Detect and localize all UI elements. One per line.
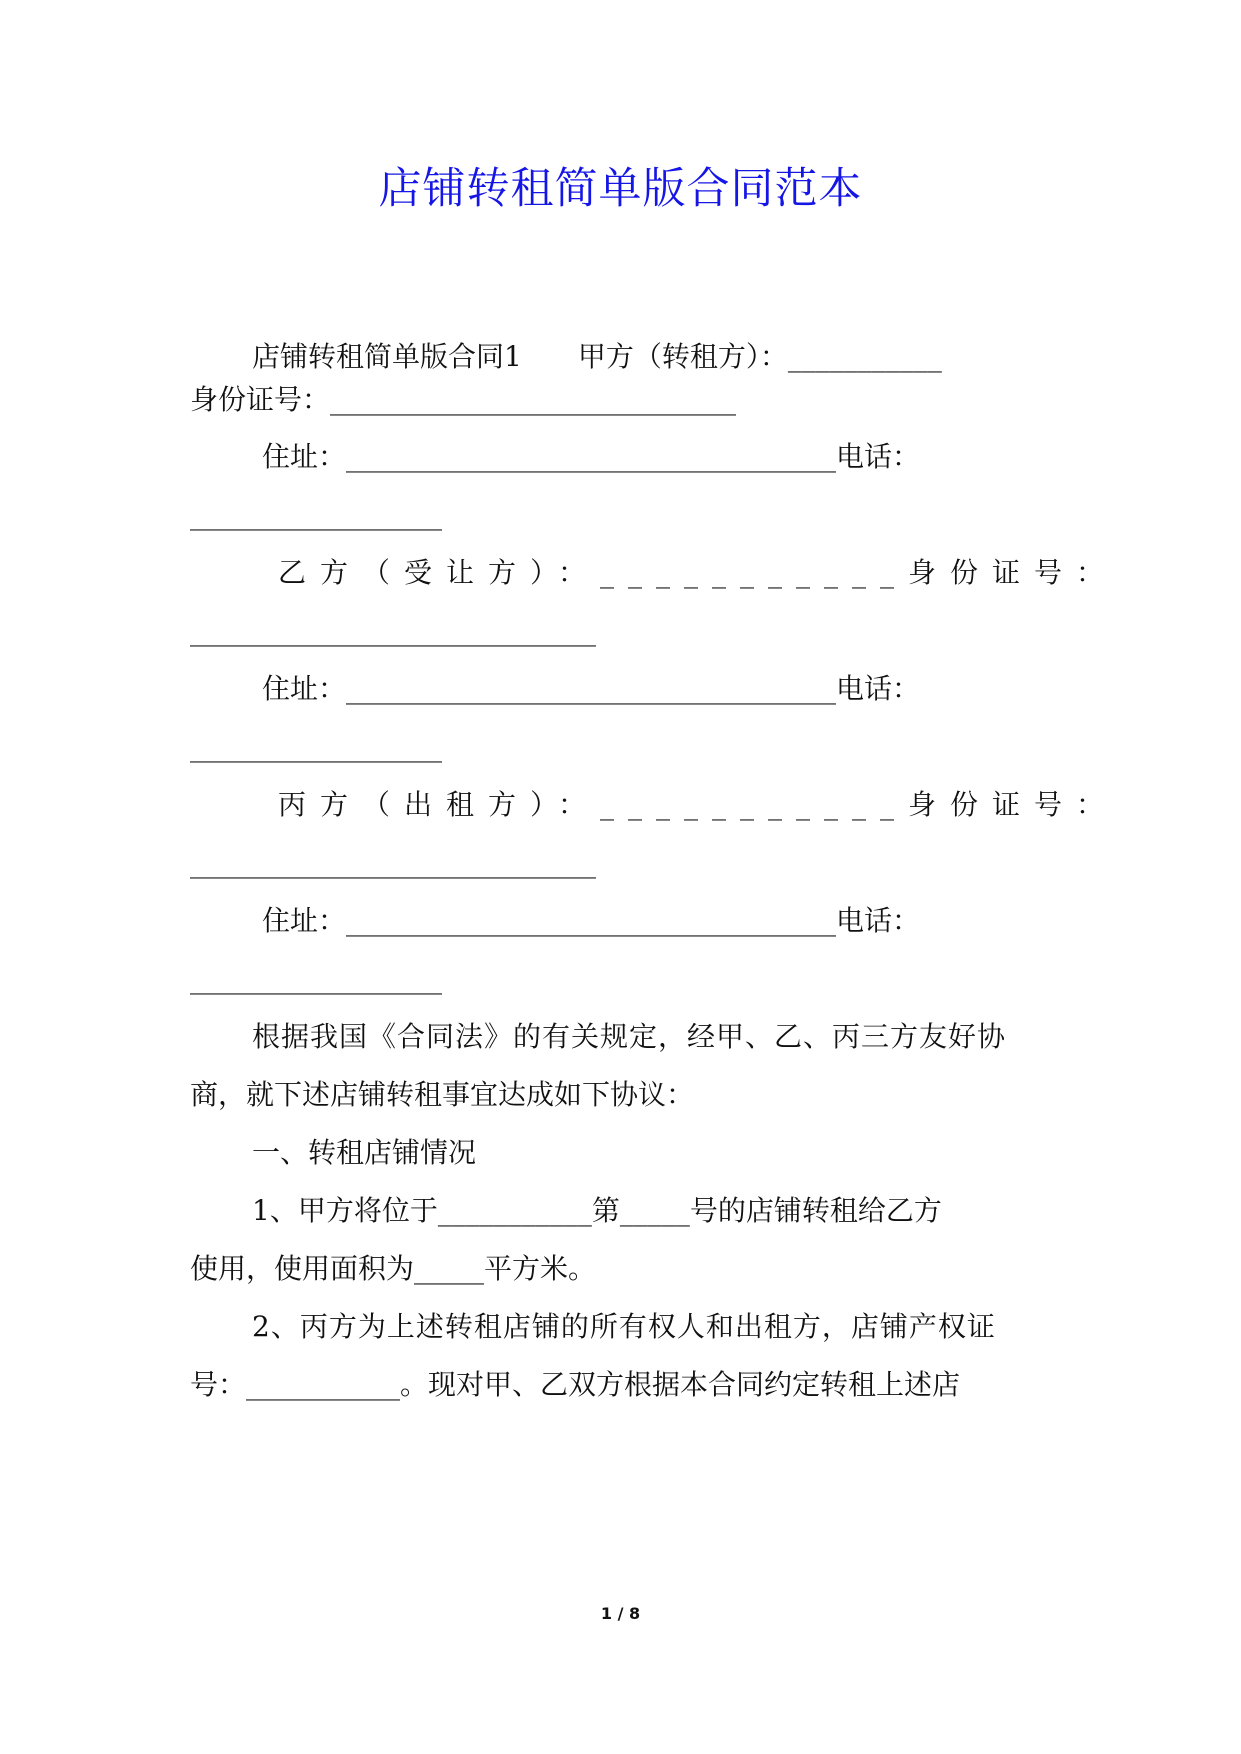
page-indicator: 1 / 8 xyxy=(600,1604,641,1623)
party-c-line: 丙方（出租方）：___________身份证号： xyxy=(278,788,1119,821)
clause-2-line-1: 2、丙方为上述转租店铺的所有权人和出租方，店铺产权证 xyxy=(252,1310,996,1343)
section-heading: 一、转租店铺情况 xyxy=(252,1136,477,1169)
preamble-line-1: 根据我国《合同法》的有关规定，经甲、乙、丙三方友好协 xyxy=(252,1020,1007,1053)
party-a-phone-line: __________________ xyxy=(190,498,442,531)
party-c-phone-line: __________________ xyxy=(190,962,442,995)
party-b-id-line: _____________________________ xyxy=(190,614,596,647)
party-a-id-line: 身份证号：_____________________________ xyxy=(190,383,737,416)
clause-2-line-2: 号：___________。现对甲、乙双方根据本合同约定转租上述店 xyxy=(190,1368,961,1401)
party-b-phone-line: __________________ xyxy=(190,730,442,763)
party-a-address-line: 住址：___________________________________电话： xyxy=(262,440,921,473)
party-c-address-line: 住址：___________________________________电话： xyxy=(262,904,921,937)
clause-1-line-2: 使用，使用面积为_____平方米。 xyxy=(190,1252,597,1285)
document-title: 店铺转租简单版合同范本 xyxy=(378,164,863,214)
party-b-address-line: 住址：___________________________________电话： xyxy=(262,672,921,705)
party-b-line: 乙方（受让方）：___________身份证号： xyxy=(278,556,1119,589)
party-c-id-line: _____________________________ xyxy=(190,846,596,879)
preamble-line-2: 商，就下述店铺转租事宜达成如下协议： xyxy=(190,1078,695,1111)
clause-1-line-1: 1、甲方将位于___________第_____号的店铺转租给乙方 xyxy=(252,1194,942,1227)
party-a-line: 店铺转租简单版合同1 甲方（转租方）：___________ xyxy=(252,340,942,373)
